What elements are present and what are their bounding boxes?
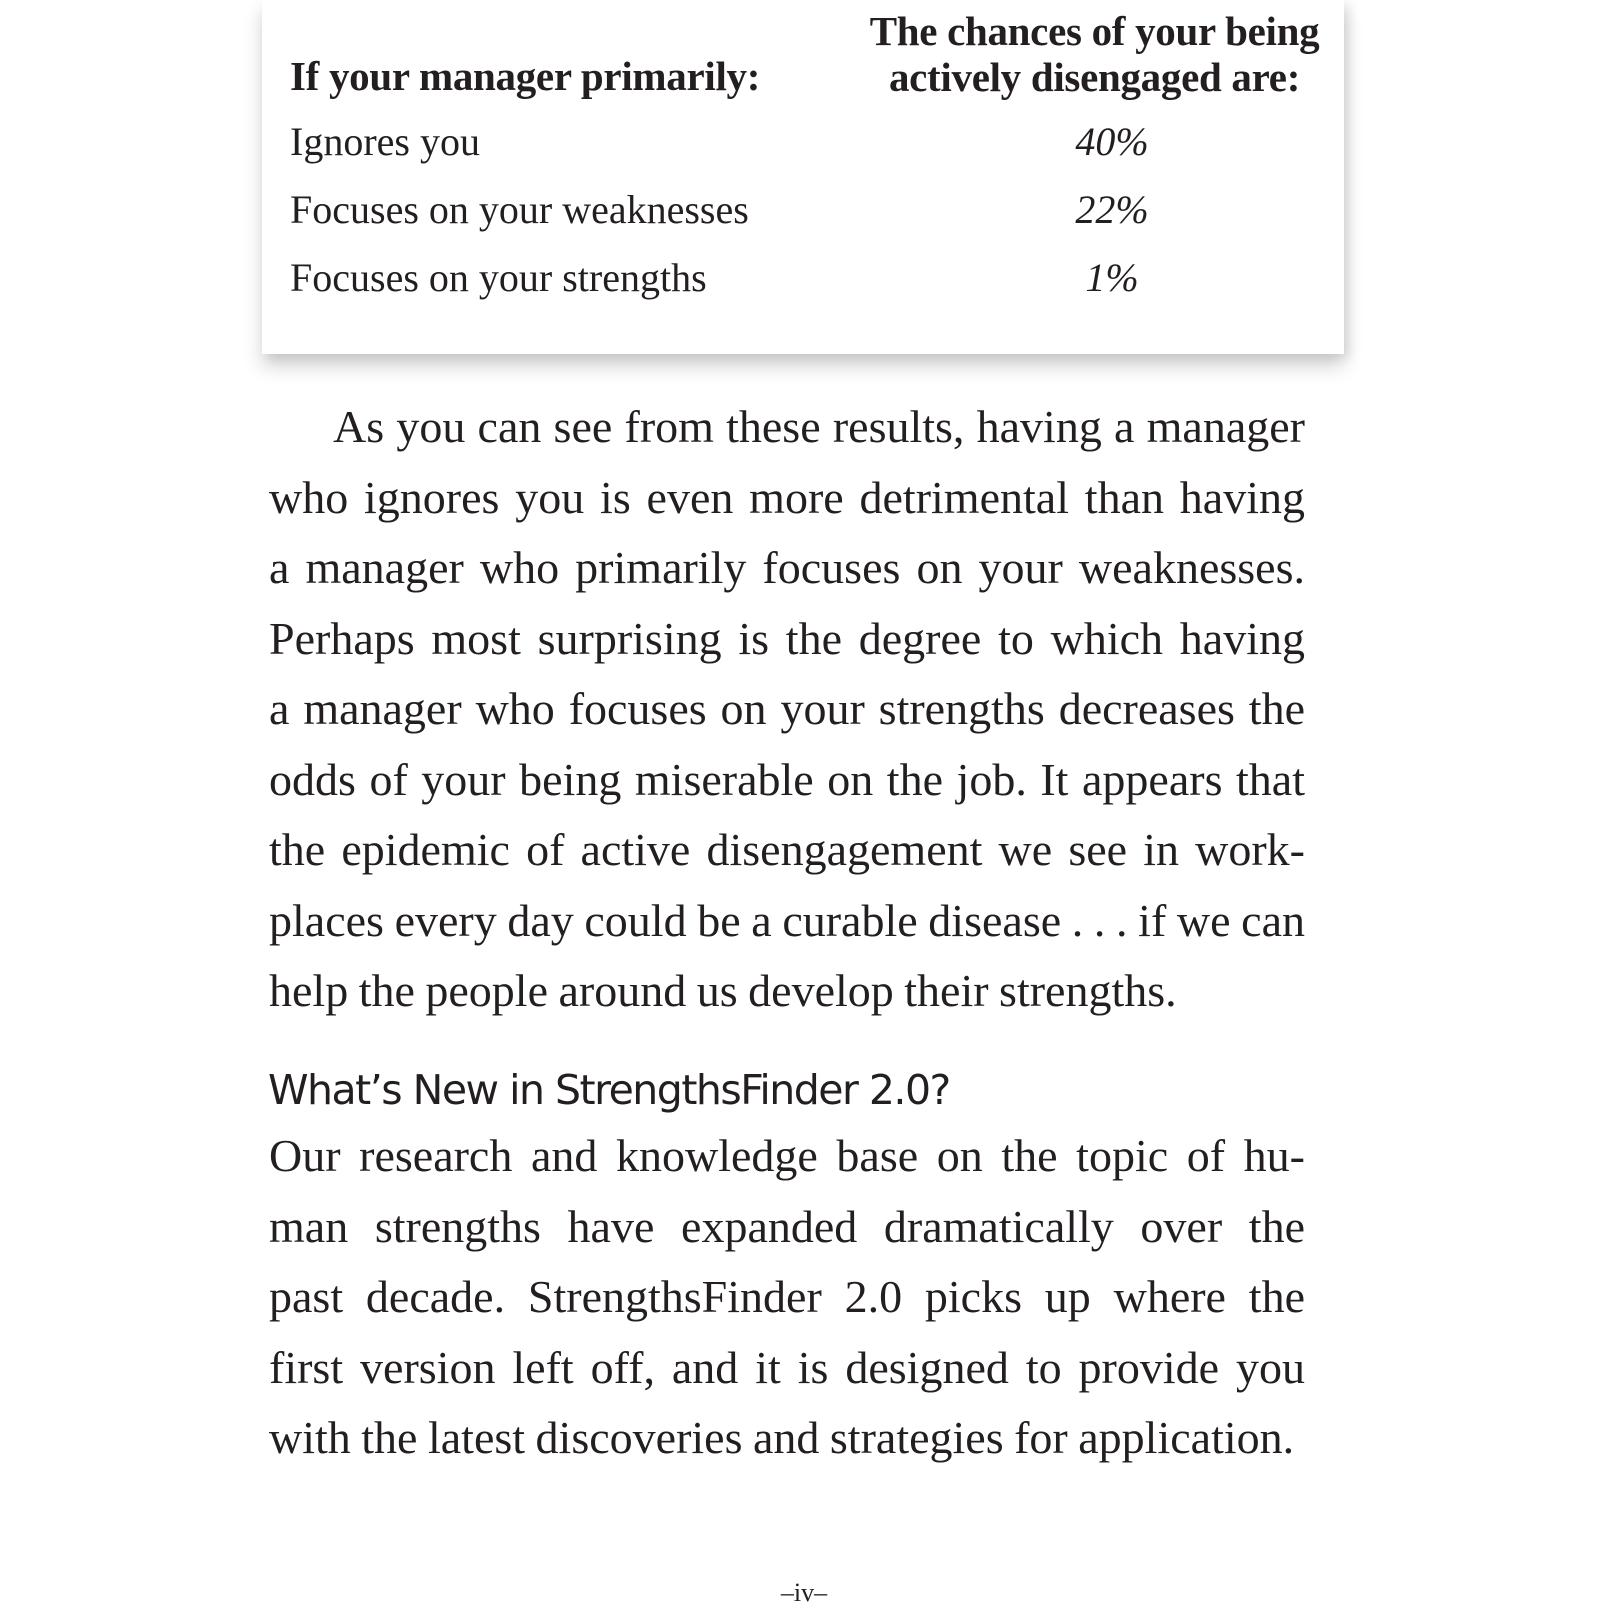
table-row-value: 22% (1075, 187, 1149, 232)
table-row-value: 40% (1075, 119, 1149, 164)
table-row-label: Focuses on your strengths (290, 255, 707, 300)
paragraph-line: with the latest discoveries and strategies for application. (269, 1412, 1295, 1463)
table-header-chances-line-1: The chances of your being (869, 8, 1320, 54)
paragraph-line: man strengths have expanded dramatically over the (269, 1200, 1305, 1252)
paragraph-line: help the people around us develop their strengths. (269, 965, 1177, 1016)
table-header-manager: If your manager primarily: (290, 53, 761, 99)
paragraph-line: odds of your being miserable on the job. It appears that (269, 753, 1305, 805)
table-header-chances (857, 8, 1332, 100)
paragraph-line: past decade. StrengthsFinder 2.0 picks up where the (269, 1271, 1305, 1322)
paragraph-line: first version left off, and it is designed to provide you (269, 1341, 1305, 1393)
paragraph-line: a manager who primarily focuses on your weaknesses. (269, 542, 1305, 593)
paragraph-line: who ignores you is even more detrimental than having (269, 471, 1305, 523)
section-heading: What’s New in StrengthsFinder 2.0? (268, 1066, 950, 1114)
paragraph-line: places every day could be a curable disease . . . if we can (269, 894, 1305, 946)
table-header-chances-line-2: actively disengaged are: (888, 54, 1301, 100)
table-row-label: Focuses on your weaknesses (290, 187, 749, 232)
paragraph-line: Our research and knowledge base on the topic of hu- (269, 1130, 1305, 1181)
paragraph-line: the epidemic of active disengagement we see in work- (269, 824, 1305, 875)
paragraph-line: a manager who focuses on your strengths decreases the (269, 683, 1305, 734)
table-row-label: Ignores you (290, 119, 480, 164)
paragraph-line: As you can see from these results, having a manager (333, 401, 1305, 452)
table-row-value: 1% (1085, 255, 1139, 300)
stats-table-box (262, 0, 1344, 354)
page-number: –iv– (780, 1578, 828, 1607)
paragraph-line: Perhaps most surprising is the degree to which having (269, 612, 1305, 664)
paragraph-results (269, 392, 1305, 1027)
paragraph-whats-new (269, 1121, 1305, 1474)
